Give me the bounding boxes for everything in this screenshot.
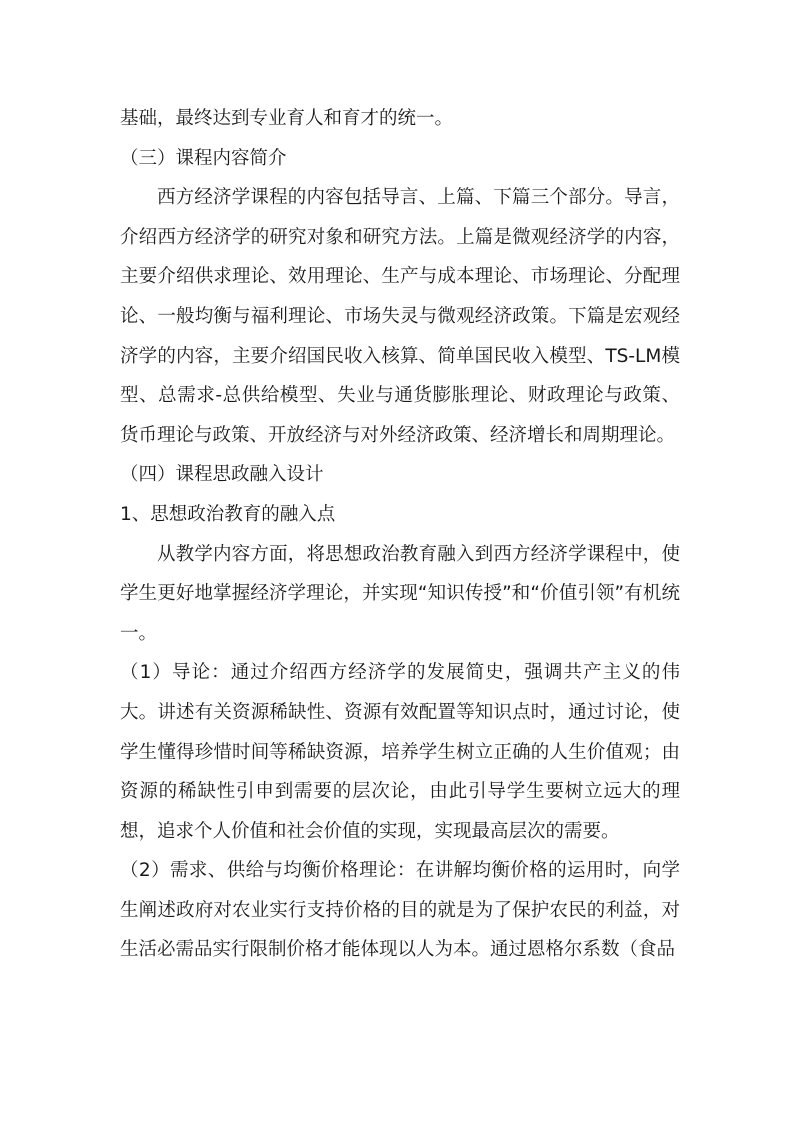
paragraph-item-supply-demand: （2）需求、供给与均衡价格理论：在讲解均衡价格的运用时，向学生阐述政府对农业实行支持价格的目的就是为了保护农民的利益，对生活必需品实行限制价格才能体现以人为本。通过恩格尔系数（食品 (120, 860, 680, 961)
paragraph-continuation: 基础，最终达到专业育人和育才的统一。 (120, 108, 454, 129)
paragraph-course-content: 西方经济学课程的内容包括导言、上篇、下篇三个部分。导言，介绍西方经济学的研究对象和研究方法。上篇是微观经济学的内容，主要介绍供求理论、效用理论、生产与成本理论、市场理论、分配理论、一般均衡与福利理论、市场失灵与微观经济政策。下篇是宏观经济学的内容，主要介绍国民收入核算、简单国民收入模型、TS-LM模型、总需求-总供给模型、失业与通货膨胀理论、财政理论与政策、货币理论与政策、开放经济与对外经济政策、经济增长和周期理论。 (120, 187, 680, 446)
section-heading-ideological-design: （四）课程思政融入设计 (120, 464, 324, 486)
paragraph-item-introduction: （1）导论：通过介绍西方经济学的发展简史，强调共产主义的伟大。讲述有关资源稀缺性、资源有效配置等知识点时，通过讨论，使学生懂得珍惜时间等稀缺资源，培养学生树立正确的人生价值观；由资源的稀缺性引申到需要的层次论，由此引导学生要树立远大的理想，追求个人价值和社会价值的实现，实现最高层次的需要。 (120, 662, 680, 842)
paragraph-teaching-content: 从教学内容方面，将思想政治教育融入到西方经济学课程中，使学生更好地掌握经济学理论，并实现“知识传授”和“价值引领”有机统一。 (120, 543, 680, 644)
section-heading-course-content: （三）课程内容简介 (120, 147, 287, 169)
subsection-heading-integration-points: 1、思想政治教育的融入点 (120, 503, 336, 525)
document-body (120, 99, 680, 970)
